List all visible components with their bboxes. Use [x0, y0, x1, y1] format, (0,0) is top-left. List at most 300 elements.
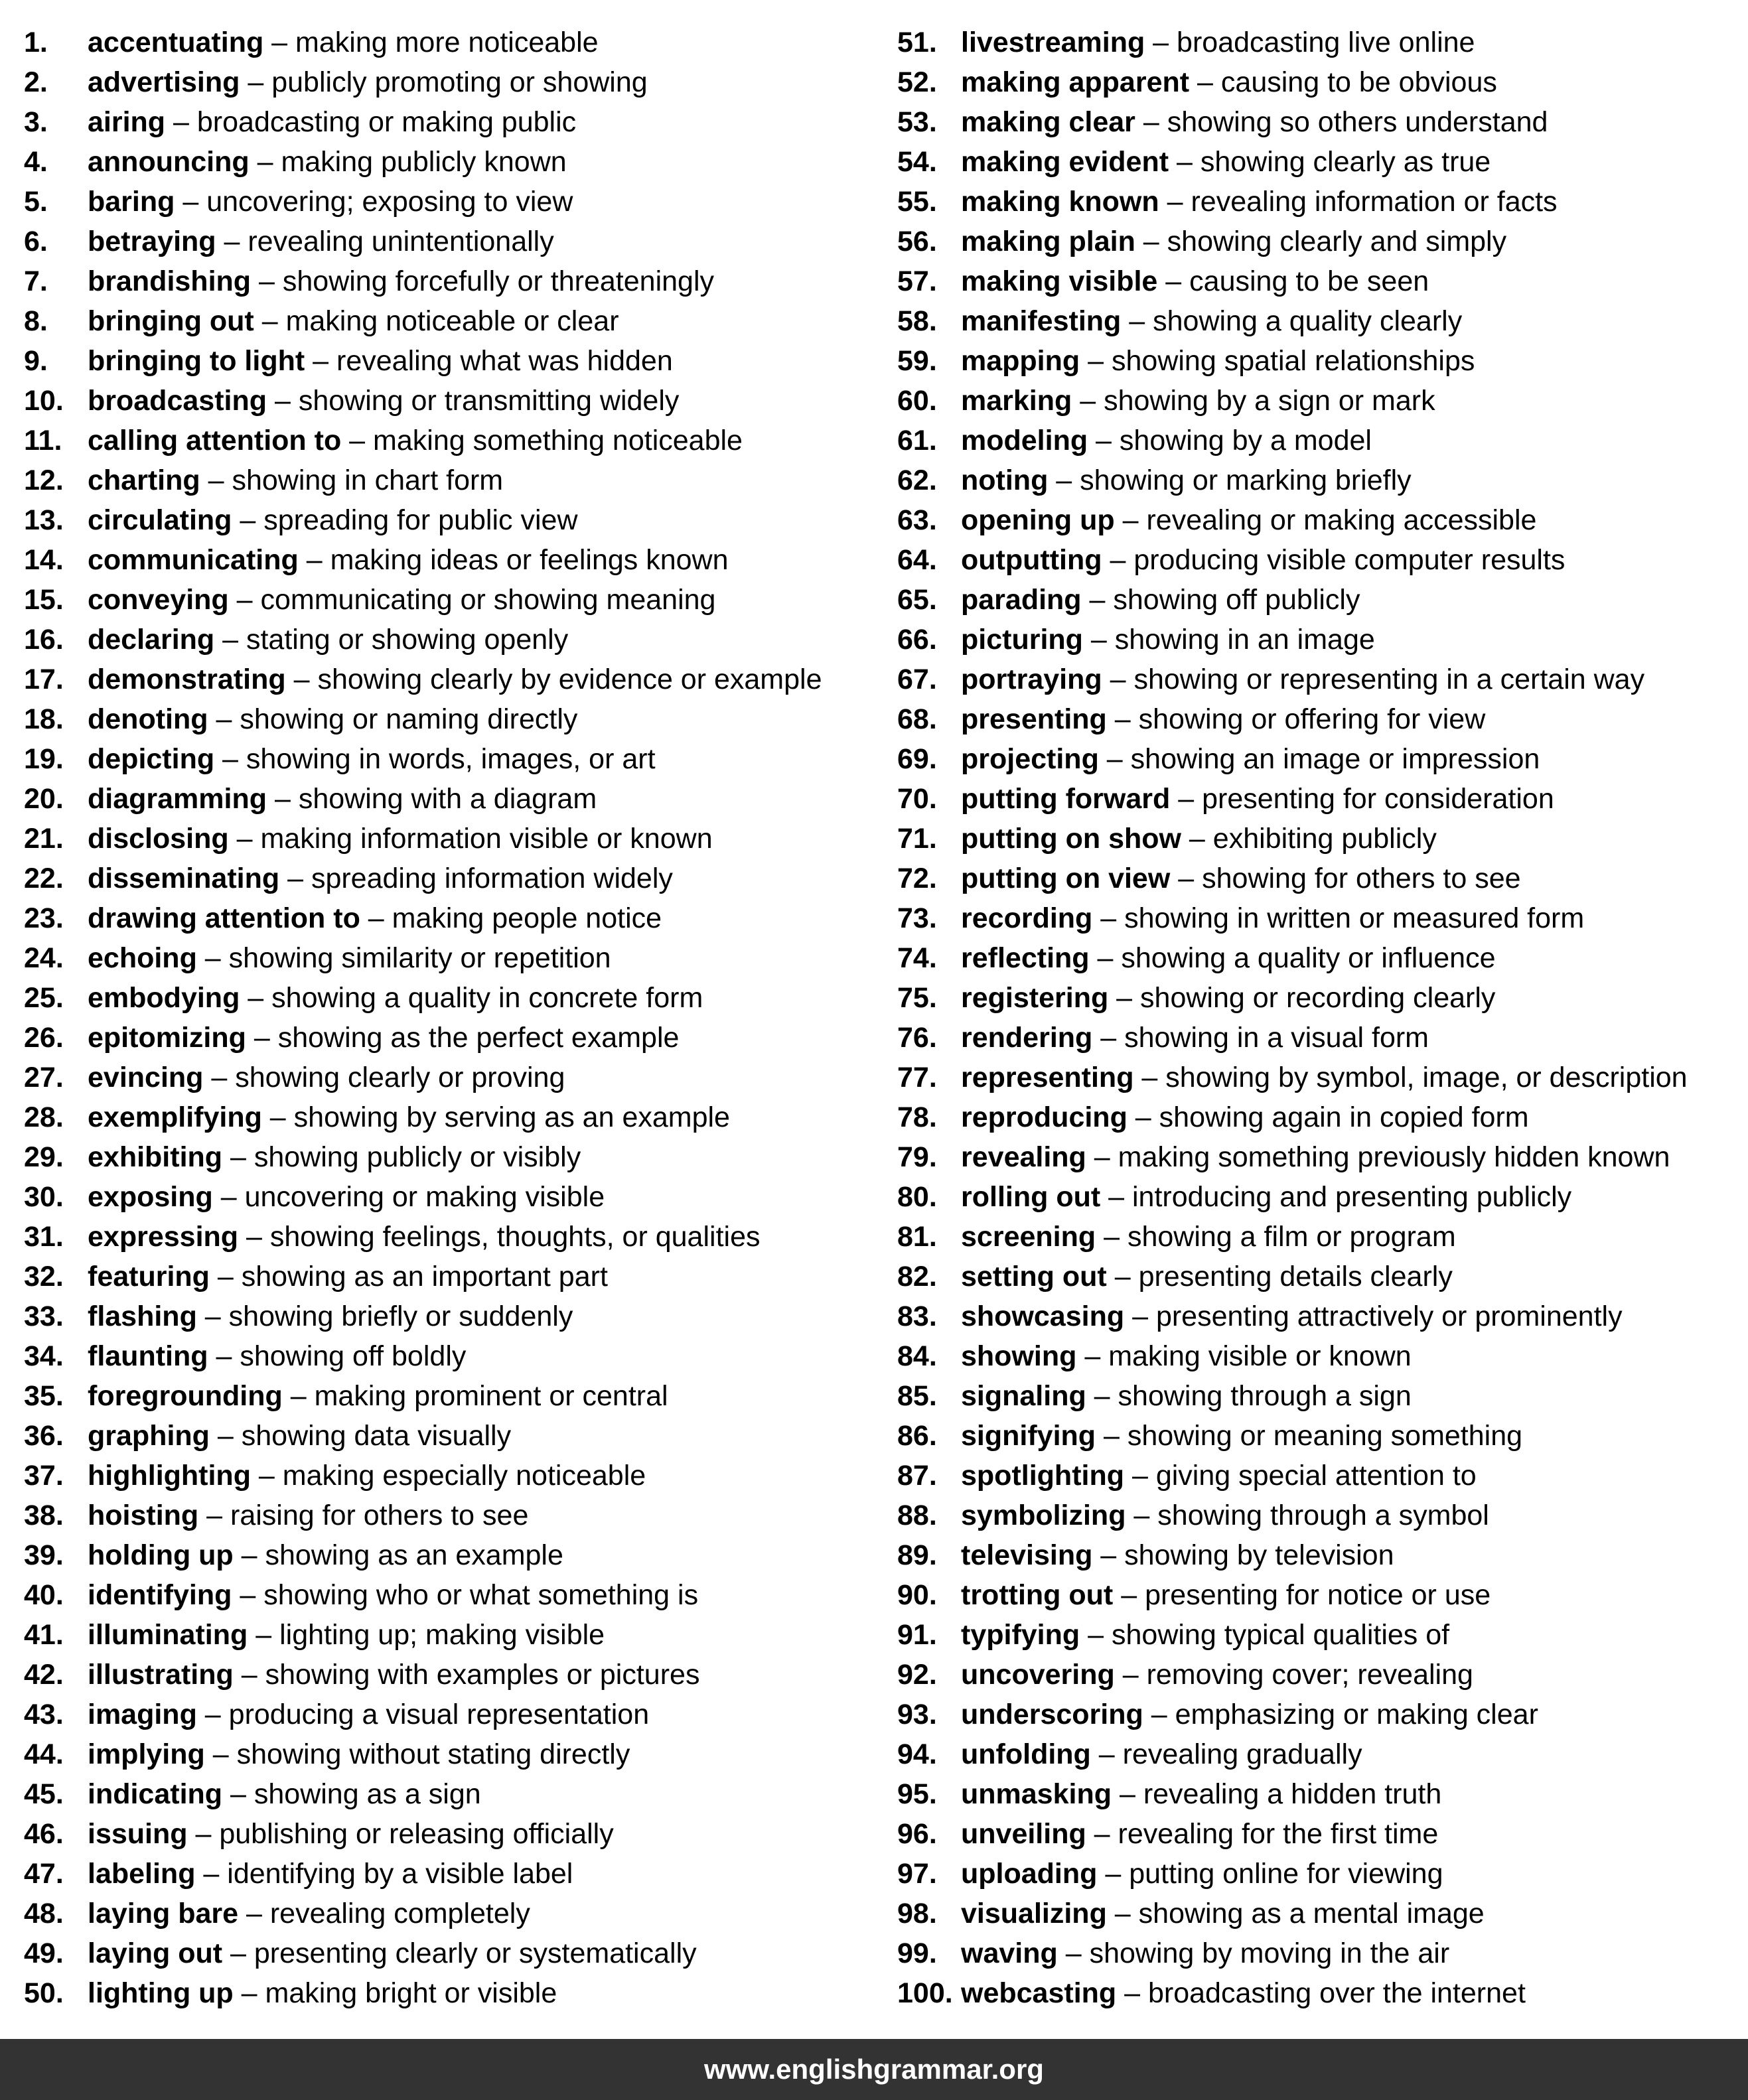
- item-number: 91.: [897, 1619, 937, 1651]
- item-term: symbolizing: [961, 1500, 1126, 1531]
- item-separator: –: [248, 1619, 280, 1651]
- item-term: modeling: [961, 425, 1088, 456]
- item-number: 18.: [24, 703, 64, 735]
- item-number: 98.: [897, 1898, 937, 1929]
- item-term: making apparent: [961, 66, 1190, 98]
- item-definition: introducing and presenting publicly: [1131, 1181, 1572, 1213]
- item-separator: –: [222, 1778, 254, 1810]
- list-item: [897, 898, 1748, 938]
- item-number: 51.: [897, 27, 937, 58]
- item-number: 84.: [897, 1340, 937, 1372]
- item-number: 42.: [24, 1659, 64, 1691]
- item-separator: –: [1126, 1500, 1158, 1531]
- list-item: [24, 1376, 873, 1416]
- item-definition: making more noticeable: [295, 27, 599, 58]
- item-term: trotting out: [961, 1579, 1114, 1611]
- list-item: [897, 1854, 1748, 1894]
- list-item: [897, 1894, 1748, 1933]
- item-term: showcasing: [961, 1300, 1125, 1332]
- item-term: uncovering: [961, 1659, 1115, 1691]
- list-item: [897, 1416, 1748, 1456]
- item-term: lighting up: [88, 1977, 234, 2009]
- list-item: [897, 261, 1748, 301]
- item-term: recording: [961, 902, 1093, 934]
- item-separator: –: [250, 1460, 283, 1492]
- item-separator: –: [196, 1699, 229, 1730]
- item-definition: showing by television: [1124, 1539, 1394, 1571]
- item-separator: –: [198, 1500, 231, 1531]
- item-number: 1.: [24, 27, 48, 58]
- item-separator: –: [204, 1738, 237, 1770]
- item-separator: –: [238, 1221, 270, 1253]
- item-definition: removing cover; revealing: [1146, 1659, 1473, 1691]
- item-definition: showing off publicly: [1113, 584, 1360, 616]
- item-term: underscoring: [961, 1699, 1143, 1730]
- item-term: uploading: [961, 1858, 1098, 1890]
- item-number: 27.: [24, 1062, 64, 1093]
- item-term: imaging: [88, 1699, 197, 1730]
- list-item: [897, 859, 1748, 898]
- item-separator: –: [209, 1420, 242, 1452]
- item-definition: revealing completely: [269, 1898, 530, 1929]
- item-number: 55.: [897, 186, 937, 218]
- item-number: 85.: [897, 1380, 937, 1412]
- item-number: 13.: [24, 504, 64, 536]
- item-term: projecting: [961, 743, 1099, 775]
- item-separator: –: [1089, 942, 1122, 974]
- list-item: [897, 1257, 1748, 1296]
- item-definition: showing or marking briefly: [1080, 464, 1412, 496]
- item-separator: –: [196, 942, 229, 974]
- item-number: 8.: [24, 305, 48, 337]
- item-separator: –: [1092, 1022, 1125, 1054]
- list-item: [24, 1814, 873, 1854]
- item-number: 2.: [24, 66, 48, 98]
- item-separator: –: [209, 1261, 242, 1293]
- item-separator: –: [305, 345, 336, 377]
- item-definition: revealing unintentionally: [248, 226, 554, 257]
- item-term: epitomizing: [88, 1022, 246, 1054]
- item-separator: –: [240, 982, 272, 1014]
- word-list-right-column: [897, 23, 1748, 2013]
- item-number: 88.: [897, 1500, 937, 1531]
- list-item: [897, 660, 1748, 699]
- item-number: 23.: [24, 902, 64, 934]
- list-item: [24, 1774, 873, 1814]
- item-separator: –: [1096, 1420, 1128, 1452]
- item-separator: –: [1145, 27, 1177, 58]
- item-number: 95.: [897, 1778, 937, 1810]
- item-definition: showing a quality in concrete form: [271, 982, 703, 1014]
- item-term: livestreaming: [961, 27, 1145, 58]
- item-definition: showing without stating directly: [236, 1738, 630, 1770]
- word-list: [0, 23, 1748, 2009]
- item-definition: showing forcefully or threateningly: [282, 265, 714, 297]
- item-definition: presenting details clearly: [1138, 1261, 1453, 1293]
- item-number: 72.: [897, 863, 937, 894]
- item-number: 94.: [897, 1738, 937, 1770]
- item-separator: –: [1157, 265, 1190, 297]
- item-term: laying out: [88, 1937, 223, 1969]
- item-definition: showing who or what something is: [263, 1579, 699, 1611]
- item-term: circulating: [88, 504, 232, 536]
- item-definition: showing a quality or influence: [1121, 942, 1496, 974]
- list-item: [897, 1376, 1748, 1416]
- item-definition: stating or showing openly: [246, 624, 569, 656]
- list-item: [897, 182, 1748, 222]
- item-definition: presenting for notice or use: [1145, 1579, 1491, 1611]
- list-item: [24, 1496, 873, 1535]
- list-item: [24, 1018, 873, 1058]
- item-definition: showing publicly or visibly: [254, 1141, 581, 1173]
- list-item: [897, 1217, 1748, 1257]
- item-number: 79.: [897, 1141, 937, 1173]
- item-number: 19.: [24, 743, 64, 775]
- item-term: laying bare: [88, 1898, 239, 1929]
- list-item: [897, 1933, 1748, 1973]
- item-separator: –: [212, 1181, 245, 1213]
- item-separator: –: [261, 1101, 294, 1133]
- item-term: graphing: [88, 1420, 210, 1452]
- item-term: representing: [961, 1062, 1134, 1093]
- item-definition: showing again in copied form: [1159, 1101, 1529, 1133]
- item-separator: –: [341, 425, 374, 456]
- item-number: 9.: [24, 345, 48, 377]
- item-definition: showing similarity or repetition: [228, 942, 611, 974]
- list-item: [24, 1854, 873, 1894]
- item-number: 36.: [24, 1420, 64, 1452]
- item-separator: –: [200, 464, 232, 496]
- item-definition: showing a film or program: [1127, 1221, 1456, 1253]
- item-term: putting on show: [961, 823, 1181, 855]
- item-term: embodying: [88, 982, 240, 1014]
- item-separator: –: [1135, 226, 1167, 257]
- item-separator: –: [279, 863, 311, 894]
- item-term: unveiling: [961, 1818, 1086, 1850]
- item-separator: –: [214, 743, 246, 775]
- list-item: [24, 1456, 873, 1496]
- item-separator: –: [1102, 544, 1134, 576]
- item-separator: –: [1090, 1738, 1123, 1770]
- item-separator: –: [1181, 823, 1213, 855]
- list-item: [897, 62, 1748, 102]
- item-number: 29.: [24, 1141, 64, 1173]
- item-number: 68.: [897, 703, 937, 735]
- item-definition: showing by moving in the air: [1089, 1937, 1450, 1969]
- item-separator: –: [1170, 863, 1202, 894]
- item-number: 5.: [24, 186, 48, 218]
- item-definition: making prominent or central: [314, 1380, 668, 1412]
- item-definition: revealing gradually: [1122, 1738, 1362, 1770]
- item-separator: –: [246, 1022, 278, 1054]
- item-definition: showing or transmitting widely: [298, 385, 680, 417]
- list-item: [24, 102, 873, 142]
- item-number: 69.: [897, 743, 937, 775]
- item-number: 45.: [24, 1778, 64, 1810]
- list-item: [24, 222, 873, 261]
- item-separator: –: [1106, 703, 1139, 735]
- list-item: [897, 1774, 1748, 1814]
- item-definition: causing to be obvious: [1220, 66, 1497, 98]
- item-term: flashing: [88, 1300, 197, 1332]
- item-term: reflecting: [961, 942, 1090, 974]
- item-separator: –: [1082, 624, 1115, 656]
- item-number: 20.: [24, 783, 64, 815]
- item-definition: presenting for consideration: [1202, 783, 1554, 815]
- item-term: rendering: [961, 1022, 1093, 1054]
- item-definition: showing typical qualities of: [1111, 1619, 1450, 1651]
- item-term: signifying: [961, 1420, 1096, 1452]
- item-definition: broadcasting or making public: [196, 106, 577, 138]
- list-item: [897, 421, 1748, 460]
- list-item: [24, 938, 873, 978]
- item-number: 62.: [897, 464, 937, 496]
- item-definition: putting online for viewing: [1129, 1858, 1443, 1890]
- item-separator: –: [1113, 1579, 1145, 1611]
- item-separator: –: [1114, 1659, 1147, 1691]
- item-definition: showing by a model: [1119, 425, 1372, 456]
- item-number: 82.: [897, 1261, 937, 1293]
- item-number: 60.: [897, 385, 937, 417]
- item-definition: revealing what was hidden: [336, 345, 673, 377]
- item-separator: –: [1096, 1221, 1128, 1253]
- item-term: presenting: [961, 703, 1107, 735]
- item-number: 26.: [24, 1022, 64, 1054]
- list-item: [897, 779, 1748, 819]
- item-number: 31.: [24, 1221, 64, 1253]
- item-number: 67.: [897, 664, 937, 695]
- item-separator: –: [216, 226, 248, 257]
- item-number: 75.: [897, 982, 937, 1014]
- list-item: [24, 1615, 873, 1655]
- item-definition: communicating or showing meaning: [260, 584, 716, 616]
- item-definition: making bright or visible: [265, 1977, 557, 2009]
- item-definition: showing for others to see: [1202, 863, 1521, 894]
- item-separator: –: [1086, 1818, 1118, 1850]
- item-number: 32.: [24, 1261, 64, 1293]
- item-separator: –: [165, 106, 197, 138]
- item-separator: –: [254, 305, 286, 337]
- item-number: 6.: [24, 226, 48, 257]
- item-separator: –: [1108, 982, 1141, 1014]
- item-separator: –: [263, 27, 296, 58]
- item-separator: –: [285, 664, 318, 695]
- item-term: announcing: [88, 146, 250, 178]
- item-separator: –: [249, 146, 281, 178]
- item-term: opening up: [961, 504, 1115, 536]
- list-item: [24, 1535, 873, 1575]
- item-separator: –: [228, 823, 261, 855]
- item-definition: making something noticeable: [373, 425, 743, 456]
- item-term: calling attention to: [88, 425, 342, 456]
- item-definition: showing as an example: [265, 1539, 563, 1571]
- item-separator: –: [240, 66, 272, 98]
- item-definition: showing or representing in a certain way: [1133, 664, 1645, 695]
- item-separator: –: [195, 1858, 228, 1890]
- list-item: [24, 540, 873, 580]
- item-number: 57.: [897, 265, 937, 297]
- item-term: exposing: [88, 1181, 213, 1213]
- item-separator: –: [1086, 1380, 1118, 1412]
- item-term: betraying: [88, 226, 216, 257]
- item-number: 53.: [897, 106, 937, 138]
- item-definition: showing in a visual form: [1124, 1022, 1429, 1054]
- list-item: [24, 1933, 873, 1973]
- item-term: waving: [961, 1937, 1058, 1969]
- list-item: [897, 142, 1748, 182]
- list-item: [24, 819, 873, 859]
- item-definition: making something previously hidden known: [1118, 1141, 1670, 1173]
- item-term: making evident: [961, 146, 1169, 178]
- item-number: 99.: [897, 1937, 937, 1969]
- list-item: [24, 620, 873, 660]
- item-number: 100.: [897, 1977, 953, 2009]
- list-item: [24, 23, 873, 62]
- item-definition: showing in chart form: [232, 464, 504, 496]
- item-term: highlighting: [88, 1460, 251, 1492]
- item-definition: making noticeable or clear: [285, 305, 619, 337]
- item-definition: making publicly known: [281, 146, 567, 178]
- item-definition: showing as an important part: [241, 1261, 608, 1293]
- item-definition: making especially noticeable: [282, 1460, 646, 1492]
- item-definition: revealing or making accessible: [1146, 504, 1537, 536]
- list-item: [897, 1336, 1748, 1376]
- item-number: 49.: [24, 1937, 64, 1969]
- list-item: [24, 381, 873, 421]
- item-separator: –: [1086, 1141, 1118, 1173]
- item-separator: –: [1097, 1858, 1129, 1890]
- list-item: [24, 1058, 873, 1097]
- item-separator: –: [1098, 743, 1131, 775]
- list-item: [24, 460, 873, 500]
- item-definition: revealing a hidden truth: [1143, 1778, 1442, 1810]
- item-number: 15.: [24, 584, 64, 616]
- list-item: [24, 1894, 873, 1933]
- item-separator: –: [1127, 1101, 1159, 1133]
- item-definition: showing off boldly: [240, 1340, 467, 1372]
- item-definition: showing clearly and simply: [1167, 226, 1507, 257]
- item-term: spotlighting: [961, 1460, 1124, 1492]
- item-definition: showing in an image: [1114, 624, 1375, 656]
- item-number: 39.: [24, 1539, 64, 1571]
- item-term: televising: [961, 1539, 1093, 1571]
- item-number: 14.: [24, 544, 64, 576]
- item-term: signaling: [961, 1380, 1086, 1412]
- list-item: [897, 699, 1748, 739]
- item-separator: –: [1116, 1977, 1148, 2009]
- item-definition: showing as a sign: [254, 1778, 481, 1810]
- item-separator: –: [1114, 504, 1147, 536]
- item-definition: making people notice: [392, 902, 662, 934]
- item-number: 89.: [897, 1539, 937, 1571]
- list-item: [897, 739, 1748, 779]
- item-separator: –: [233, 1659, 265, 1691]
- item-definition: publicly promoting or showing: [271, 66, 648, 98]
- item-number: 73.: [897, 902, 937, 934]
- item-term: diagramming: [88, 783, 267, 815]
- item-separator: –: [208, 1340, 240, 1372]
- item-term: foregrounding: [88, 1380, 283, 1412]
- item-number: 47.: [24, 1858, 64, 1890]
- item-term: making plain: [961, 226, 1135, 257]
- item-term: manifesting: [961, 305, 1122, 337]
- item-term: declaring: [88, 624, 215, 656]
- list-item: [24, 1336, 873, 1376]
- list-item: [897, 1655, 1748, 1695]
- item-number: 40.: [24, 1579, 64, 1611]
- item-separator: –: [1143, 1699, 1175, 1730]
- list-item: [24, 699, 873, 739]
- list-item: [24, 341, 873, 381]
- item-term: disseminating: [88, 863, 280, 894]
- item-term: marking: [961, 385, 1072, 417]
- item-term: disclosing: [88, 823, 229, 855]
- item-separator: –: [1124, 1460, 1156, 1492]
- list-item: [897, 1535, 1748, 1575]
- item-term: unfolding: [961, 1738, 1091, 1770]
- item-separator: –: [1112, 1778, 1143, 1810]
- item-number: 77.: [897, 1062, 937, 1093]
- item-term: revealing: [961, 1141, 1086, 1173]
- item-number: 4.: [24, 146, 48, 178]
- item-definition: showing with a diagram: [298, 783, 597, 815]
- item-term: making known: [961, 186, 1159, 218]
- item-definition: emphasizing or making clear: [1175, 1699, 1538, 1730]
- item-number: 50.: [24, 1977, 64, 2009]
- list-item: [897, 23, 1748, 62]
- item-term: rolling out: [961, 1181, 1101, 1213]
- item-definition: showing clearly or proving: [235, 1062, 565, 1093]
- item-separator: –: [208, 703, 240, 735]
- item-term: reproducing: [961, 1101, 1128, 1133]
- item-number: 81.: [897, 1221, 937, 1253]
- item-number: 7.: [24, 265, 48, 297]
- item-number: 87.: [897, 1460, 937, 1492]
- item-number: 48.: [24, 1898, 64, 1929]
- item-number: 54.: [897, 146, 937, 178]
- item-definition: showing as the perfect example: [277, 1022, 680, 1054]
- item-number: 52.: [897, 66, 937, 98]
- item-number: 46.: [24, 1818, 64, 1850]
- item-number: 96.: [897, 1818, 937, 1850]
- list-item: [897, 1496, 1748, 1535]
- item-term: setting out: [961, 1261, 1107, 1293]
- item-definition: causing to be seen: [1189, 265, 1429, 297]
- list-item: [897, 1695, 1748, 1734]
- item-term: conveying: [88, 584, 229, 616]
- item-number: 71.: [897, 823, 937, 855]
- list-item: [897, 301, 1748, 341]
- item-definition: broadcasting over the internet: [1147, 1977, 1526, 2009]
- item-term: demonstrating: [88, 664, 286, 695]
- item-definition: revealing information or facts: [1191, 186, 1558, 218]
- item-definition: making information visible or known: [260, 823, 713, 855]
- item-separator: –: [203, 1062, 236, 1093]
- list-item: [897, 1296, 1748, 1336]
- item-number: 61.: [897, 425, 937, 456]
- list-item: [24, 1097, 873, 1137]
- item-term: evincing: [88, 1062, 204, 1093]
- item-separator: –: [1189, 66, 1221, 98]
- list-item: [24, 1296, 873, 1336]
- item-term: showing: [961, 1340, 1077, 1372]
- item-definition: showing spatial relationships: [1111, 345, 1475, 377]
- item-number: 10.: [24, 385, 64, 417]
- list-item: [24, 1575, 873, 1615]
- list-item: [24, 261, 873, 301]
- item-term: picturing: [961, 624, 1083, 656]
- item-separator: –: [1072, 385, 1104, 417]
